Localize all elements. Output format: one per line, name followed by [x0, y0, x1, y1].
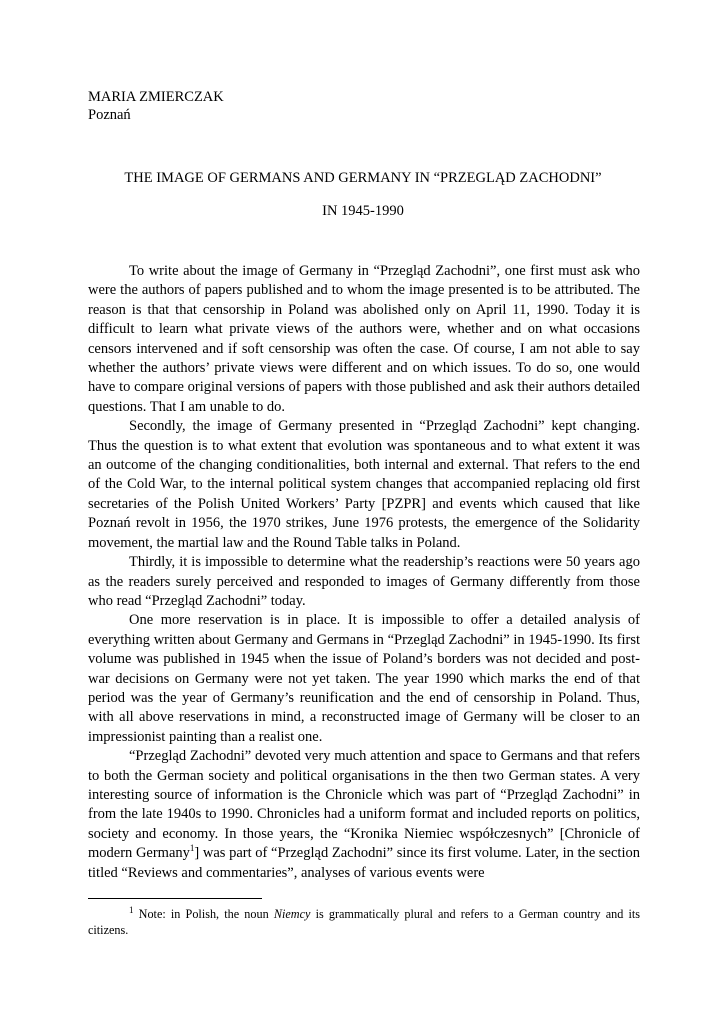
- footnote-text: Note: in Polish, the noun: [133, 907, 274, 921]
- paragraph: [88, 747, 640, 883]
- paper-title: THE IMAGE OF GERMANS AND GERMANY IN “PRZEGLĄD ZACHODNI”: [124, 170, 602, 186]
- body-text: [88, 262, 640, 883]
- paragraph: Secondly, the image of Germany presented in “Przegląd Zachodni” kept changing. Thus the question is to what extent that evolution was spontaneous and to what extent it was an outcome of the changing conditionalities, both internal and external. That refers to the end of the Cold War, to the internal political system changes that accompanied replacing old first secretaries of the Polish United Workers’ Party [PZPR] and events which caused that like Poznań revolt in 1956, the 1970 strikes, June 1976 protests, the emergence of the Solidarity movement, the martial law and the Round Table talks in Poland.: [88, 418, 640, 551]
- paragraph: To write about the image of Germany in “Przegląd Zachodni”, one first must ask who were the authors of papers published and to whom the image presented is to be attributed. The reason is that that censorship in Poland was abolished only on April 11, 1990. Today it is difficult to learn what private views of the authors were, whether and on what occasions censors intervened and if soft censorship was often the case. Of course, I am not able to say whether the authors’ private views were different and on which issues. To do so, one would have to compare original versions of papers with those published and ask their authors detailed questions. That I am unable to do.: [88, 263, 640, 415]
- footnote-divider: [88, 898, 262, 899]
- paragraph-text: ] was part of “Przegląd Zachodni” since its first volume. Later, in the section titled “Reviews and commentaries”, analyses of various events were: [88, 845, 640, 881]
- footnote-term: Niemcy: [273, 907, 311, 921]
- footnote-reference[interactable]: 1: [189, 843, 195, 854]
- paragraph: One more reservation is in place. It is impossible to offer a detailed analysis of everything written about Germany and Germans in “Przegląd Zachodni” in 1945-1990. Its first volume was published in 1945 when the issue of Poland’s borders was not decided and post-war decisions on Germany were not yet taken. The year 1990 which marks the end of that period was the year of Germany’s reunification and the end of censorship in Poland. Thus, with all above reservations in mind, a reconstructed image of Germany will be closer to an impressionist painting than a realist one.: [88, 612, 640, 745]
- footnote: [88, 906, 640, 938]
- paper-title-years: IN 1945-1990: [322, 203, 404, 219]
- author-affiliation: Poznań: [88, 107, 131, 123]
- footnote-marker: 1: [129, 904, 134, 915]
- author-name: MARIA ZMIERCZAK: [88, 89, 224, 105]
- paragraph: Thirdly, it is impossible to determine what the readership’s reactions were 50 years ago as the readers surely perceived and responded to images of Germany differently from those who read “Przegląd Zachodni” today.: [88, 554, 640, 609]
- paragraph-text: “Przegląd Zachodni” devoted very much attention and space to Germans and that refers to both the German society and political organisations in the then two German states. A very interesting source of information is the Chronicle which was part of “Przegląd Zachodni” in from the late 1940s to 1990. Chronicles had a uniform format and included reports on politics, society and economy. In those years, the “Kronika Niemiec współczesnych” [Chronicle of modern Germany: [88, 748, 640, 862]
- footnote-text: is grammatically plural and refers to a German country and its citizens.: [88, 907, 640, 937]
- author-block: [88, 88, 224, 124]
